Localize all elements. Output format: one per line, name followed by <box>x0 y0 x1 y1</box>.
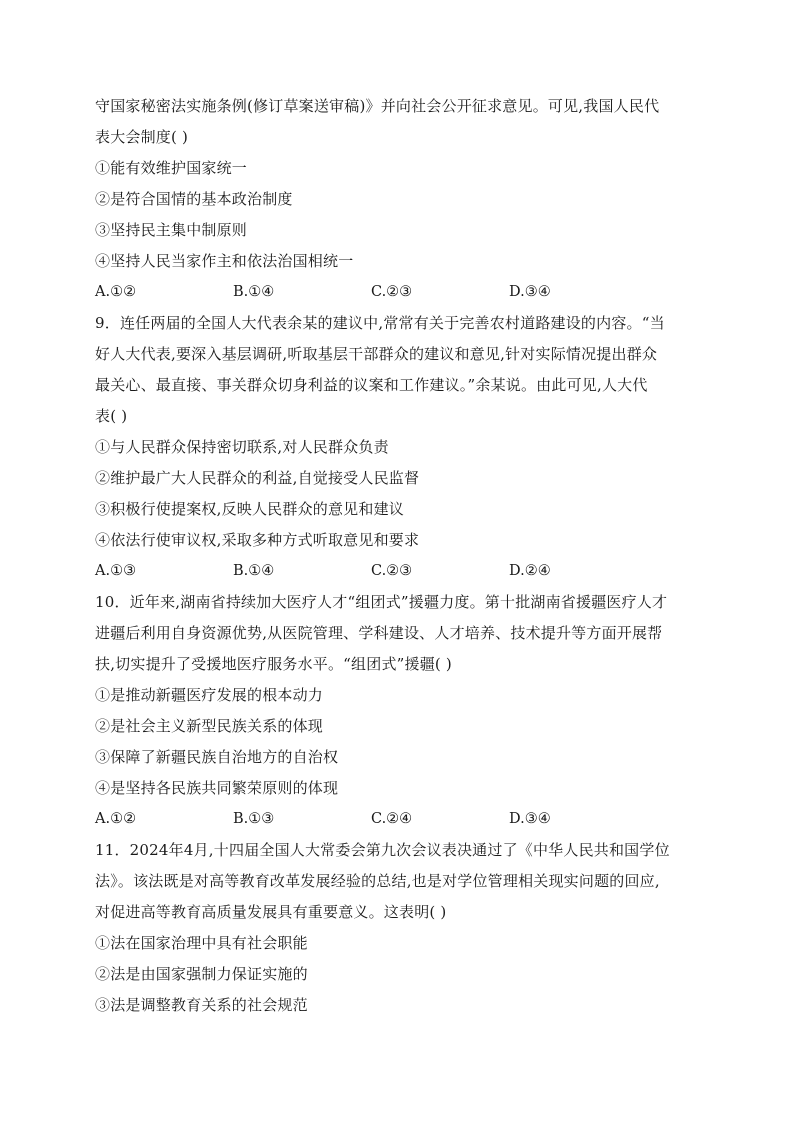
question-stem-line: 表大会制度( ) <box>95 128 189 146</box>
question-stem-line: 法》。该法既是对高等教育改革发展经验的总结,也是对学位管理相关现实问题的回应, <box>95 872 660 890</box>
option-b: B.①④ <box>233 284 275 300</box>
statement-item: ④是坚持各民族共同繁荣原则的体现 <box>95 779 339 797</box>
statement-item: ③保障了新疆民族自治地方的自治权 <box>95 748 339 766</box>
question-stem-line: 对促进高等教育高质量发展具有重要意义。这表明( ) <box>95 903 447 921</box>
option-c: C.②③ <box>371 563 413 579</box>
question-stem-line: 进疆后利用自身资源优势,从医院管理、学科建设、人才培养、技术提升等方面开展帮 <box>95 624 663 642</box>
answer-options <box>95 277 715 308</box>
question-stem-line: 扶,切实提升了受援地医疗服务水平。“组团式”援疆( ) <box>95 655 452 673</box>
option-b: B.①③ <box>233 811 275 827</box>
question-9 <box>95 308 715 587</box>
exam-page <box>95 91 715 1021</box>
answer-options <box>95 556 715 587</box>
option-a: A.①② <box>95 284 137 300</box>
option-a: A.①② <box>95 811 137 827</box>
statement-item: ①法在国家治理中具有社会职能 <box>95 934 308 952</box>
question-stem-line: 10．近年来,湖南省持续加大医疗人才“组团式”援疆力度。第十批湖南省援疆医疗人才 <box>95 593 668 611</box>
question-stem-line: 9．连任两届的全国人大代表余某的建议中,常常有关于完善农村道路建设的内容。“当 <box>95 314 665 332</box>
option-d: D.③④ <box>509 284 551 300</box>
option-d: D.③④ <box>509 811 551 827</box>
option-d: D.②④ <box>509 563 551 579</box>
question-8 <box>95 91 715 308</box>
statement-item: ②是符合国情的基本政治制度 <box>95 190 293 208</box>
statement-item: ②维护最广大人民群众的利益,自觉接受人民监督 <box>95 469 420 487</box>
question-stem-line: 11．2024年4月,十四届全国人大常委会第九次会议表决通过了《中华人民共和国学位 <box>95 841 670 859</box>
statement-item: ③积极行使提案权,反映人民群众的意见和建议 <box>95 500 404 518</box>
question-10 <box>95 587 715 835</box>
statement-item: ②是社会主义新型民族关系的体现 <box>95 717 324 735</box>
answer-options <box>95 804 715 835</box>
statement-item: ④依法行使审议权,采取多种方式听取意见和要求 <box>95 531 420 549</box>
statement-item: ②法是由国家强制力保证实施的 <box>95 965 308 983</box>
statement-item: ③法是调整教育关系的社会规范 <box>95 996 308 1014</box>
question-stem-line: 好人大代表,要深入基层调研,听取基层干部群众的建议和意见,针对实际情况提出群众 <box>95 345 658 363</box>
statement-item: ①是推动新疆医疗发展的根本动力 <box>95 686 324 704</box>
question-11 <box>95 835 715 1021</box>
option-a: A.①③ <box>95 563 137 579</box>
statement-item: ①与人民群众保持密切联系,对人民群众负责 <box>95 438 389 456</box>
statement-item: ④坚持人民当家作主和依法治国相统一 <box>95 252 354 270</box>
option-b: B.①④ <box>233 563 275 579</box>
statement-item: ①能有效维护国家统一 <box>95 159 248 177</box>
question-stem-line: 最关心、最直接、事关群众切身利益的议案和工作建议。”余某说。由此可见,人大代 <box>95 376 648 394</box>
question-stem-line: 表( ) <box>95 407 128 425</box>
statement-item: ③坚持民主集中制原则 <box>95 221 248 239</box>
option-c: C.②④ <box>371 811 413 827</box>
option-c: C.②③ <box>371 284 413 300</box>
question-stem-line: 守国家秘密法实施条例(修订草案送审稿)》并向社会公开征求意见。可见,我国人民代 <box>95 97 660 115</box>
